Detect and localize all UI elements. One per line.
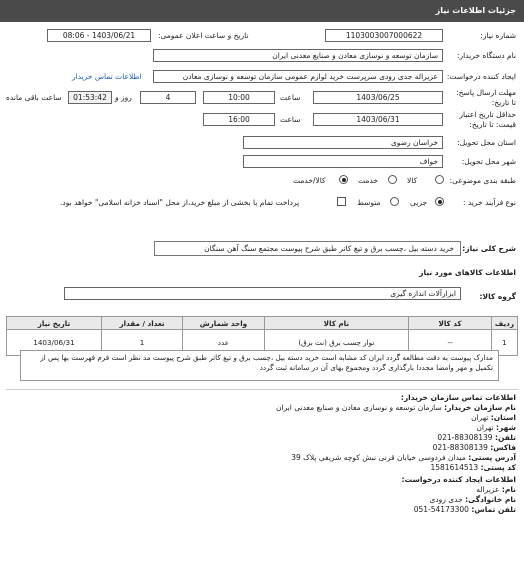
deadline-label: مهلت ارسال پاسخ:	[456, 88, 516, 97]
deadline-time-label: ساعت	[280, 93, 301, 102]
process-label: نوع فرآیند خرید :	[462, 198, 516, 207]
deadline-date-field: 1403/06/25	[313, 91, 443, 104]
creator-first-name-value: عزیراله	[476, 485, 500, 494]
contact-section-title: اطلاعات تماس سازمان خریدار:	[400, 393, 516, 402]
creator-field: عزیراله جدی رودی سرپرست خرید لوازم عمومی سازمان توسعه و نوسازی معادن	[153, 70, 443, 83]
deadline-time-field: 10:00	[203, 91, 275, 104]
title-bar	[0, 0, 524, 22]
contact-province-value: تهران	[471, 413, 489, 422]
province-field: خراسان رضوی	[243, 136, 443, 149]
buyer-field: سازمان توسعه و نوسازی معادن و صنایع معدنی ایران	[153, 49, 443, 62]
process-medium-radio[interactable]	[390, 197, 399, 206]
contact-fax: فاکس: 88308139-021	[432, 443, 516, 452]
category-goods-label: کالا	[407, 176, 418, 185]
col-code: کد کالا	[409, 317, 492, 330]
remaining-label: ساعت باقی مانده	[6, 93, 62, 102]
category-service-radio[interactable]	[388, 175, 397, 184]
col-date: تاریخ نیاز	[7, 317, 102, 330]
cell-name: نوار چسب برق (نت برق)	[264, 330, 409, 356]
category-goods-radio[interactable]	[435, 175, 444, 184]
province-label: استان محل تحویل:	[457, 138, 516, 147]
summary-label: شرح کلی نیاز:	[462, 244, 516, 253]
validity-date-field: 1403/06/31	[313, 113, 443, 126]
contact-postal-value: 1581614513	[430, 463, 479, 472]
contact-org-value: سازمان توسعه و نوسازی معادن و صنایع معدنی ایران	[275, 403, 442, 412]
process-minor-label: جزیی	[410, 198, 428, 207]
days-label: روز و	[115, 93, 132, 102]
category-goods-service-radio[interactable]	[339, 175, 348, 184]
contact-phone: تلفن: 88308139-021	[437, 433, 516, 442]
contact-address-value: میدان فردوسی خیابان قرنی نبش کوچه شریفی پلاک 39	[291, 453, 466, 462]
col-unit: واحد شمارش	[183, 317, 264, 330]
announce-label: تاریخ و ساعت اعلان عمومی:	[158, 31, 249, 40]
validity-time-label: ساعت	[280, 115, 301, 124]
need-number-label: شماره نیاز:	[480, 31, 516, 40]
creator-last-name: نام خانوادگی: جدی رودی	[429, 495, 516, 504]
process-minor-radio[interactable]	[435, 197, 444, 206]
validity-label: حداقل تاریخ اعتبار	[459, 110, 516, 119]
announce-field: 1403/06/21 - 08:06	[47, 29, 151, 42]
col-qty: تعداد / مقدار	[101, 317, 182, 330]
cell-row: 1	[491, 330, 517, 356]
cell-unit: عدد	[183, 330, 264, 356]
category-goods-service-label: کالا/خدمت	[293, 176, 326, 185]
goods-group-label: گروه کالا:	[479, 292, 516, 301]
creator-label: ایجاد کننده درخواست:	[446, 72, 516, 81]
contact-postal: کد پستی: 1581614513	[430, 463, 516, 472]
creator-phone-value: 54173300-051	[413, 505, 469, 514]
page-title: جزئیات اطلاعات نیاز	[435, 6, 516, 15]
creator-phone: تلفن تماس: 54173300-051	[413, 505, 516, 514]
cell-code: --	[409, 330, 492, 356]
creator-first-name: نام: عزیراله	[476, 485, 516, 494]
creator-section-title: اطلاعات ایجاد کننده درخواست:	[401, 475, 516, 484]
payment-treasury-checkbox[interactable]	[337, 197, 346, 206]
summary-field: خرید دسته بیل ،چسب برق و تیغ کاتر طبق شرح پیوست مجتمع سنگ آهن سنگان	[154, 241, 461, 256]
contact-city: شهر: تهران	[476, 423, 516, 432]
goods-group-field: ابزارآلات اندازه گیری	[64, 287, 461, 300]
col-row: ردیف	[491, 317, 517, 330]
contact-province: استان: تهران	[471, 413, 516, 422]
cell-qty: 1	[101, 330, 182, 356]
days-field: 4	[140, 91, 196, 104]
city-field: خواف	[243, 155, 443, 168]
buyer-contact-link[interactable]: اطلاعات تماس خریدار	[72, 72, 142, 81]
validity-sub-label: قیمت: تا تاریخ:	[469, 120, 516, 129]
buyer-label: نام دستگاه خریدار:	[456, 51, 516, 60]
contact-fax-value: 88308139-021	[432, 443, 488, 452]
city-label: شهر محل تحویل:	[461, 157, 516, 166]
payment-text: پرداخت تمام یا بخشی از مبلغ خرید،از محل "اسناد خزانه اسلامی" خواهد بود.	[60, 198, 300, 207]
creator-last-name-value: جدی رودی	[429, 495, 463, 504]
need-number-field: 1103003007000622	[325, 29, 443, 42]
divider	[6, 389, 518, 390]
goods-section-title: اطلاعات کالاهای مورد نیاز	[419, 268, 516, 277]
col-name: نام کالا	[264, 317, 409, 330]
contact-org: نام سازمان خریدار: سازمان توسعه و نوسازی معادن و صنایع معدنی ایران	[275, 403, 516, 412]
validity-time-field: 16:00	[203, 113, 275, 126]
contact-city-value: تهران	[476, 423, 494, 432]
deadline-sub-label: تا تاریخ:	[491, 98, 516, 107]
cell-date: 1403/06/31	[7, 330, 102, 356]
buyer-notes: مدارک پیوست به دقت مطالعه گردد ایران کد مشابه است خرید دسته بیل ،چسب برق و تیغ کاتر طبق شرح پیوست مد نظر است فرم فهرست بها پس از تکمیل و مهر وامضا مجددا بارگذاری گردد ومجموع بهای آن در سامانه ثبت گردد	[20, 350, 499, 381]
contact-phone-value: 88308139-021	[437, 433, 493, 442]
contact-address: آدرس پستی: میدان فردوسی خیابان قرنی نبش کوچه شریفی پلاک 39	[291, 453, 516, 462]
process-medium-label: متوسط	[357, 198, 381, 207]
category-label: طبقه بندی موضوعی:	[449, 176, 516, 185]
remaining-time-field: 01:53:42	[68, 91, 112, 104]
goods-table-header	[7, 317, 518, 330]
category-service-label: خدمت	[358, 176, 378, 185]
